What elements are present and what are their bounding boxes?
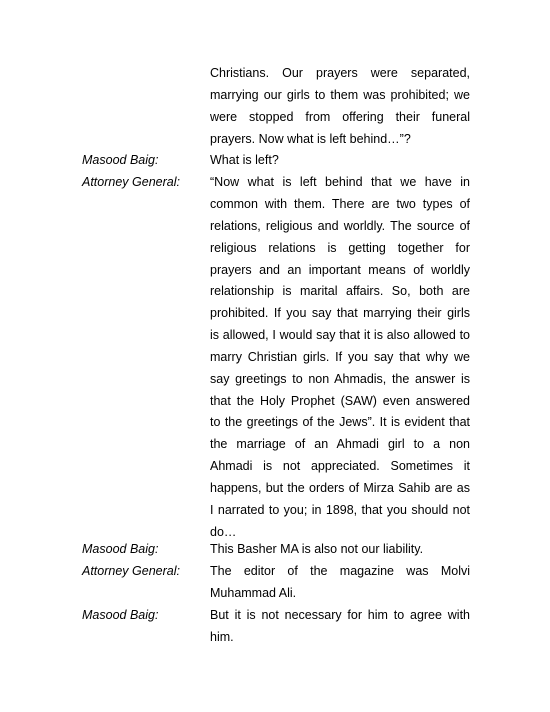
- text-line: that the Holy Prophet (SAW) even answered: [210, 393, 470, 408]
- speech-text: [210, 172, 470, 543]
- text-line: is allowed, I would say that it is also allowed to: [210, 328, 470, 343]
- text-line: This Basher MA is also not our liability.: [210, 542, 424, 557]
- text-line: The editor of the magazine was Molvi: [210, 564, 470, 579]
- speech-text: [210, 605, 470, 649]
- text-line: Ahmadi is not appreciated. Sometimes it: [210, 459, 470, 474]
- speaker-name: Masood Baig:: [82, 153, 159, 168]
- text-line: I narrated to you; in 1898, that you should not: [210, 502, 470, 517]
- text-line: prayers and an important means of worldly: [210, 262, 470, 277]
- text-line: prayers. Now what is left behind…”?: [210, 131, 411, 146]
- text-line: Muhammad Ali.: [210, 586, 297, 601]
- text-line: say greetings to non Ahmadis, the answer is: [210, 371, 470, 386]
- text-line: him.: [210, 629, 234, 644]
- text-line: relationship is marital affairs. So, both are: [210, 284, 470, 299]
- speech-text: [210, 63, 470, 150]
- text-line: religious relations is getting together for: [210, 240, 470, 255]
- text-line: Christians. Our prayers were separated,: [210, 66, 470, 80]
- text-line: marrying our girls to them was prohibited; we: [210, 87, 470, 102]
- text-line: do…: [210, 524, 237, 539]
- text-line: prohibited. If you say that marrying their girls: [210, 306, 470, 321]
- text-line: the marriage of an Ahmadi girl to a non: [210, 437, 470, 452]
- text-line: “Now what is left behind that we have in: [210, 175, 470, 190]
- speaker-name: Attorney General:: [82, 175, 180, 190]
- text-line: were stopped from offering their funeral: [210, 109, 470, 124]
- text-line: What is left?: [210, 153, 279, 168]
- text-line: to the greetings of the Jews”. It is evident that: [210, 415, 470, 430]
- speaker-name: Attorney General:: [82, 564, 180, 579]
- speaker-name: Masood Baig:: [82, 608, 159, 622]
- speech-text: [210, 539, 470, 561]
- speaker-name: Masood Baig:: [82, 542, 159, 557]
- text-line: But it is not necessary for him to agree with: [210, 608, 470, 622]
- text-line: common with them. There are two types of: [210, 197, 470, 212]
- text-line: marry Christian girls. If you say that why we: [210, 349, 470, 364]
- text-line: happens, but the orders of Mirza Sahib are as: [210, 481, 470, 495]
- speech-text: [210, 561, 470, 605]
- text-line: relations, religious and worldly. The source of: [210, 218, 470, 233]
- speech-text: [210, 150, 470, 172]
